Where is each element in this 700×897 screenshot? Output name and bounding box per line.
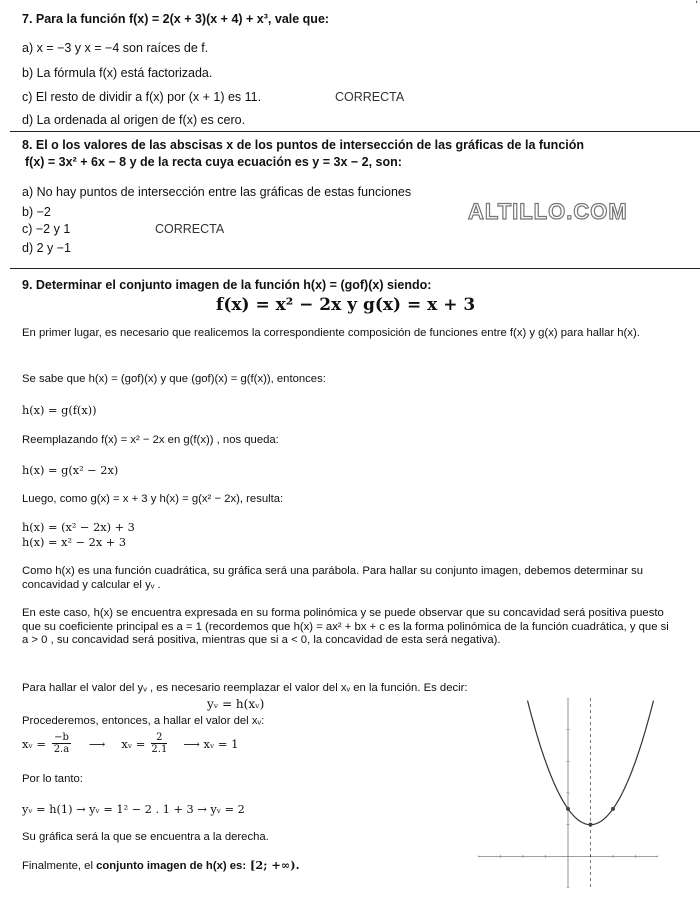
q8-option-a: a) No hay puntos de intersección entre las gráficas de estas funciones <box>22 185 412 199</box>
divider-2 <box>10 268 700 269</box>
q9-equation-1: h(x) = g(f(x)) <box>22 404 97 417</box>
q9-paragraph-4: Luego, como g(x) = x + 3 y h(x) = g(x² − 2x), resulta: <box>22 493 284 505</box>
q9-paragraph-6: En este caso, h(x) se encuentra expresada en su forma polinómica y se puede observar que su concavidad será positiva puesto que su coeficiente principal es a = 1 (recordemos que h(x) = ax² + bx + c es la forma polinómica de la función cuadrática, y que si a > 0 , su concavidad será positiva, mientras que si a < 0, la concavidad de esta será negativa). <box>22 607 669 646</box>
graph-points <box>566 807 615 827</box>
q9-paragraph-3: Reemplazando f(x) = x² − 2x en g(f(x)) , nos queda: <box>22 434 279 446</box>
q9-equation-3: h(x) = (x² − 2x) + 3 <box>22 521 135 534</box>
divider-1 <box>10 131 700 132</box>
fraction-denominator: 2.a <box>53 744 70 755</box>
graph-point <box>611 807 615 811</box>
q9-vertex-x-formula <box>22 732 239 755</box>
q9-equation-2: h(x) = g(x² − 2x) <box>22 464 119 477</box>
graph-point <box>566 807 570 811</box>
q7-option-d: d) La ordenada al origen de f(x) es cero. <box>22 113 246 127</box>
fraction-2-over-2-1 <box>151 732 167 755</box>
q9-equation-4: h(x) = x² − 2x + 3 <box>22 536 127 549</box>
q9-paragraph-8: Procederemos, entonces, a hallar el valor del xᵥ: <box>22 715 265 727</box>
question-7-title: 7. Para la función f(x) = 2(x + 3)(x + 4) + x³, vale que: <box>22 12 330 26</box>
q8-option-b: b) −2 <box>22 205 51 219</box>
q9-paragraph-7: Para hallar el valor del yᵥ , es necesario reemplazar el valor del xᵥ en la función. Es decir: <box>22 682 468 694</box>
conclusion-range: [2; +∞). <box>246 858 300 872</box>
conclusion-prefix: Finalmente, el <box>22 860 97 872</box>
question-9-title: 9. Determinar el conjunto imagen de la función h(x) = (gof)(x) siendo: <box>22 278 432 292</box>
xv-lhs-2: xᵥ = <box>121 736 146 751</box>
xv-lhs: xᵥ = <box>22 736 47 751</box>
fraction-denominator-2: 2.1 <box>151 744 168 755</box>
watermark-logo: ALTILLO.COM <box>468 199 628 224</box>
page-corner-mark <box>695 0 698 5</box>
graph-point <box>589 823 593 827</box>
fraction-minus-b-over-2a <box>52 732 71 755</box>
q9-paragraph-2: Se sabe que h(x) = (gof)(x) y que (gof)(x) = g(f(x)), entonces: <box>22 373 326 385</box>
q9-functions: f(x) = x² − 2x y g(x) = x + 3 <box>216 295 476 315</box>
q9-paragraph-5: Como h(x) es una función cuadrática, su gráfica será una parábola. Para hallar su conjunto imagen, debemos determinar su concavidad y calcular el yᵥ . <box>22 565 644 591</box>
q9-vertex-y-calc: yᵥ = h(1) → yᵥ = 1² − 2 . 1 + 3 → yᵥ = 2 <box>22 803 245 816</box>
question-8-title-line2: f(x) = 3x² + 6x − 8 y de la recta cuya ecuación es y = 3x − 2, son: <box>25 155 402 169</box>
q9-paragraph-1: En primer lugar, es necesario que realicemos la correspondiente composición de funciones entre f(x) y g(x) para hallar h(x). <box>22 327 640 339</box>
fraction-numerator: −b <box>54 732 69 743</box>
q8-option-c: c) −2 y 1 <box>22 222 71 236</box>
parabola-graph <box>478 698 658 888</box>
q9-paragraph-9: Por lo tanto: <box>22 773 83 785</box>
question-8-title-line1: 8. El o los valores de las abscisas x de los puntos de intersección de las gráficas de la función <box>22 138 585 152</box>
q7-correct-mark: CORRECTA <box>335 90 405 104</box>
xv-result: ⟶ xᵥ = 1 <box>183 736 239 751</box>
q9-paragraph-10: Su gráfica será la que se encuentra a la derecha. <box>22 831 269 843</box>
q7-option-b: b) La fórmula f(x) está factorizada. <box>22 66 213 80</box>
q8-option-d: d) 2 y −1 <box>22 241 71 255</box>
q9-vertex-y-formula: yᵥ = h(xᵥ) <box>207 697 265 711</box>
conclusion-bold: conjunto imagen de h(x) es: <box>96 860 247 872</box>
q7-option-c: c) El resto de dividir a f(x) por (x + 1) es 11. <box>22 90 262 104</box>
arrow-1: ⟶ <box>88 736 106 751</box>
fraction-numerator-2: 2 <box>151 732 167 744</box>
q7-option-a: a) x = −3 y x = −4 son raíces de f. <box>22 41 209 55</box>
q8-correct-mark: CORRECTA <box>155 222 225 236</box>
